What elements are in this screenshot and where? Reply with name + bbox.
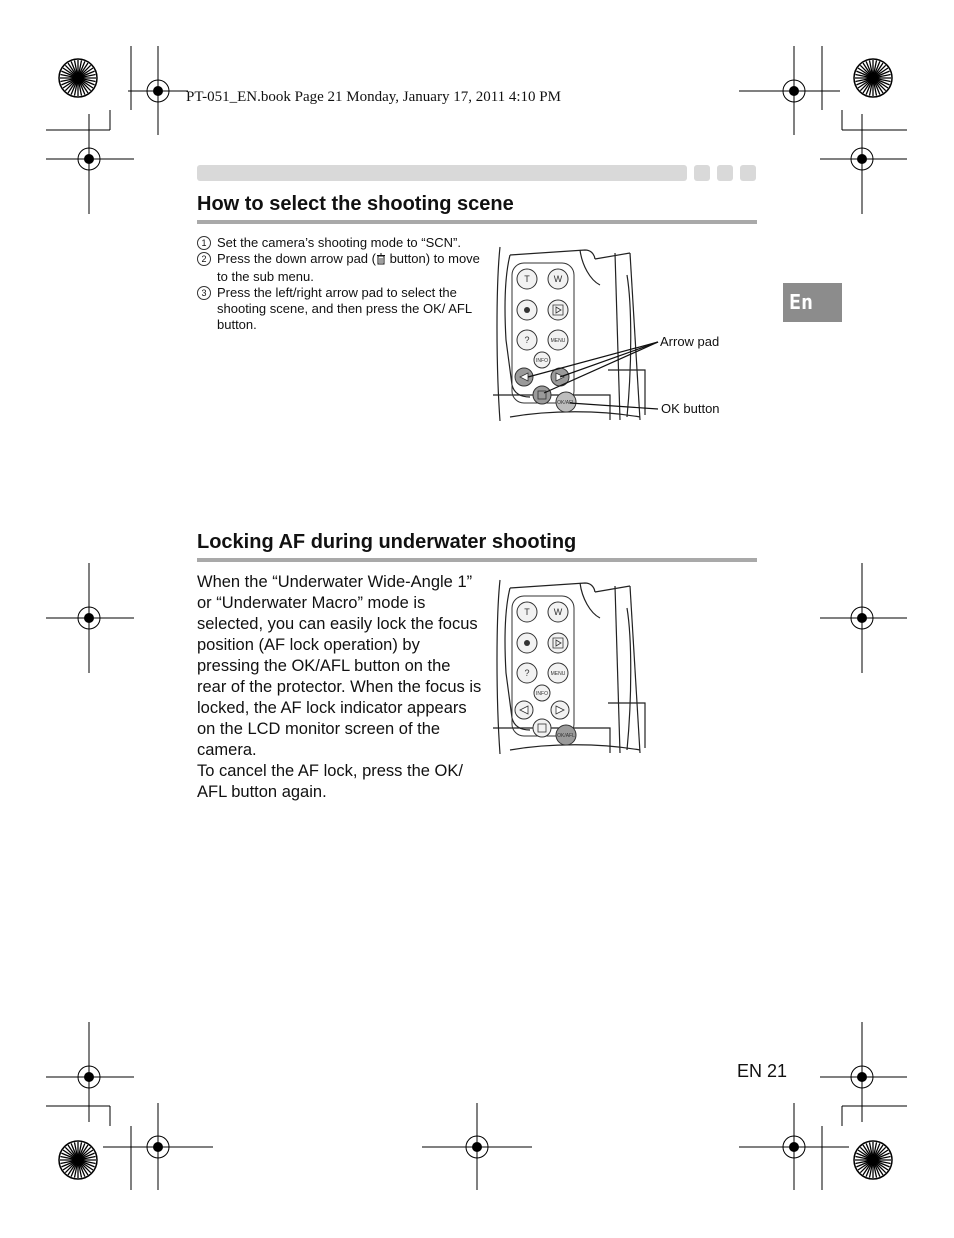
step-item — [197, 235, 487, 251]
paragraph: When the “Underwater Wide-Angle 1” or “Underwater Macro” mode is selected, you can easily lock the focus position (AF lock operation) by pressing the OK/AFL button on the rear of the protector. When the focus is locked, the AF lock indicator appears on the LCD monitor screen of the camera. — [197, 573, 482, 759]
header-square — [694, 165, 710, 181]
page-number: EN 21 — [737, 1061, 788, 1081]
section-title-shooting-scene: How to select the shooting scene — [197, 193, 514, 215]
callout-arrow-pad: Arrow pad — [660, 334, 720, 349]
camera-illustration-2 — [490, 578, 650, 758]
step-number: 2 — [197, 252, 211, 266]
section-rule — [197, 558, 757, 562]
camera-label-help: ? — [524, 668, 530, 678]
record-icon — [524, 307, 530, 313]
camera-label-info: INFO — [536, 691, 548, 697]
step-list — [197, 235, 487, 333]
camera-label-t: T — [524, 607, 530, 617]
step-number: 1 — [197, 236, 211, 250]
camera-label-help: ? — [524, 335, 530, 345]
step-text: Set the camera’s shooting mode to “SCN”. — [217, 235, 461, 250]
step-number: 3 — [197, 286, 211, 300]
callout-ok-button: OK button — [661, 401, 720, 416]
camera-label-ok: OK/AFL — [557, 733, 575, 739]
paragraph: To cancel the AF lock, press the OK/ AFL button again. — [197, 762, 463, 801]
step-text: button) to move to the sub menu. — [217, 251, 480, 284]
camera-label-w: W — [553, 274, 563, 284]
header-bar — [197, 165, 687, 181]
step-text: Press the down arrow pad ( — [217, 251, 376, 266]
section-rule — [197, 220, 757, 224]
header-square — [717, 165, 733, 181]
trash-icon — [376, 253, 386, 269]
camera-label-ok: OK/AFL — [557, 400, 575, 406]
camera-label-t: T — [524, 274, 530, 284]
camera-label-menu: MENU — [550, 338, 566, 344]
camera-label-w: W — [553, 607, 563, 617]
section-title-af-lock: Locking AF during underwater shooting — [197, 531, 577, 553]
record-icon — [524, 640, 530, 646]
camera-label-menu: MENU — [550, 671, 566, 677]
af-lock-description — [197, 572, 482, 803]
camera-label-info: INFO — [536, 358, 548, 364]
book-header: PT-051_EN.book Page 21 Monday, January 17, 2011 4:10 PM — [186, 89, 561, 105]
step-item — [197, 251, 487, 285]
language-tab: En — [783, 283, 842, 322]
step-text: Press the left/right arrow pad to select the shooting scene, and then press the OK/ AFL button. — [217, 285, 472, 332]
header-square — [740, 165, 756, 181]
step-item — [197, 285, 487, 333]
